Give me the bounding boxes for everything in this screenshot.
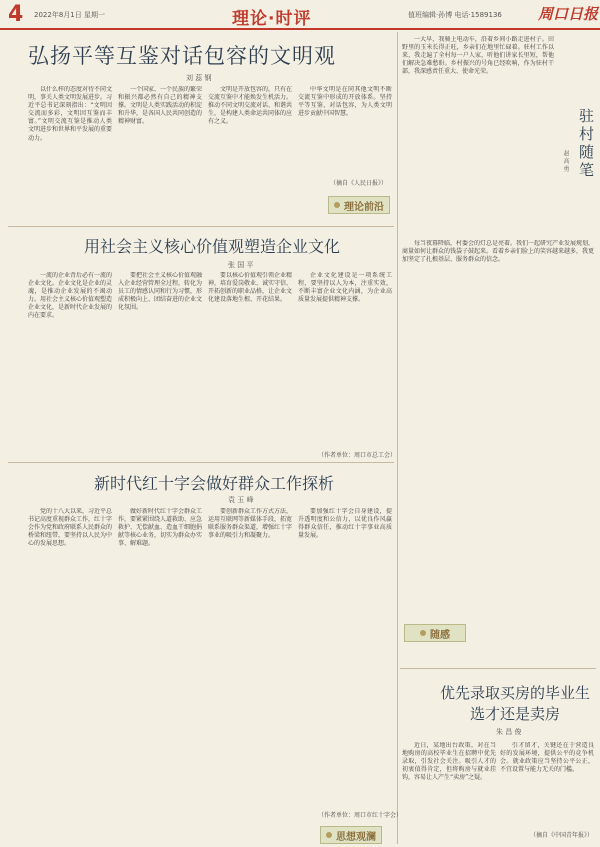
- divider: [400, 668, 596, 669]
- article1-source: （摘自《人民日报》）: [330, 180, 388, 187]
- article3-source: （作者单位：周口市红十字会）: [318, 812, 403, 819]
- sidebar1-author: 赵 高 勇: [562, 150, 569, 172]
- masthead: [0, 0, 600, 30]
- article3-col2: 做好新时代红十字会群众工作，要紧紧围绕人道救助、应急救护、无偿献血、造血干细胞捐献等核心业务，切实为群众办实事、解难题。: [118, 508, 202, 548]
- article1-col3: 文明是开放包容的，只有在交流互鉴中才能焕发生机活力。推动不同文明交流对话、和谐共生，是构建人类命运共同体的应有之义。: [208, 86, 292, 126]
- badge-essay: 随感: [404, 624, 466, 642]
- badge-thought-column: 思想观澜: [320, 826, 382, 844]
- article3-col3: 要创新群众工作方式方法，运用互联网等新媒体手段，拓宽联系服务群众渠道，增强红十字事业的吸引力和凝聚力。: [208, 508, 292, 540]
- article2-headline: 用社会主义核心价值观塑造企业文化: [84, 237, 341, 256]
- divider: [8, 462, 394, 463]
- article2-col4: 企业文化建设是一项系统工程，要坚持以人为本，注重实效，不断丰富企业文化内涵，为企业高质量发展提供精神支撑。: [298, 272, 392, 304]
- article2-col1: 一流的企业背后必有一流的企业文化。企业文化是企业的灵魂，是推动企业发展的不竭动力。用社会主义核心价值观塑造企业文化，是新时代企业发展的内在要求。: [28, 272, 112, 320]
- sidebar2-col1: 近日，某地出台政策，对在当地购房的高校毕业生在招聘中优先录取，引发社会关注。吸引人才的初衷值得肯定，但将购房与就业挂钩，容易让人产生“卖房”之疑。: [402, 742, 496, 782]
- article1-headline: 弘扬平等互鉴对话包容的文明观: [28, 44, 336, 68]
- sidebar1-body-top: 一大早，我骑上电动车，沿着乡间小路走进村子。田野里的玉米长得正旺，乡亲们在地里忙碌着。驻村工作以来，我走遍了全村每一户人家，听他们讲家长里短，帮他们解决急难愁盼。乡村振兴的号角已经吹响，作为驻村干部，我深感责任重大、使命光荣。: [402, 36, 554, 76]
- page-number: 4: [8, 2, 24, 27]
- sidebar2-byline: 朱 昌 俊: [496, 728, 522, 736]
- divider: [8, 226, 394, 227]
- column-divider: [397, 32, 398, 844]
- sidebar2-headline: 优先录取买房的毕业生选才还是卖房: [440, 684, 591, 723]
- article1-byline: 刘 蕊 钢: [186, 74, 212, 82]
- article2-col2: 要把社会主义核心价值观融入企业经营管理全过程，转化为员工的情感认同和行为习惯，形成积极向上、团结奋进的企业文化氛围。: [118, 272, 202, 312]
- editor-line: 值班编辑·孙博 电话·1589136: [408, 11, 502, 19]
- article3-col1: 党的十八大以来，习近平总书记高度重视群众工作，红十字会作为党和政府联系人民群众的桥梁和纽带，要坚持以人民为中心的发展思想。: [28, 508, 112, 548]
- article2-source: （作者单位：周口市总工会）: [318, 452, 397, 459]
- article2-byline: 张 国 平: [228, 261, 254, 269]
- sidebar2-source: （摘自《中国青年报》）: [530, 832, 594, 839]
- paper-logo: 周口日报: [538, 5, 599, 23]
- article1-col2: 一个国家、一个民族的繁荣和振兴都必然有自己的精神支撑。文明是人类实践活动的积淀和升华，是各国人民共同创造的精神财富。: [118, 86, 202, 126]
- article2-col3: 要以核心价值观引领企业精神，培育爱岗敬业、诚实守信、开拓创新的职业品格，让企业文化建设落地生根、开花结果。: [208, 272, 292, 304]
- article1-col4: 中华文明是在同其他文明不断交流互鉴中形成的开放体系。坚持平等互鉴、对话包容，为人类文明进步贡献中国智慧。: [298, 86, 392, 118]
- section-title: 理论·时评: [232, 9, 312, 29]
- sidebar1-body: 每当夜幕降临，村委会的灯总是亮着。我们一起研究产业发展规划，商量如何让群众的钱袋子鼓起来。看着乡亲们脸上的笑容越来越多，我更加坚定了扎根基层、服务群众的信念。: [402, 240, 594, 264]
- article3-col4: 要加强红十字会自身建设，提升透明度和公信力，以优良作风赢得群众信任，推动红十字事业高质量发展。: [298, 508, 392, 540]
- article3-byline: 袁 玉 峰: [228, 496, 254, 504]
- article3-headline: 新时代红十字会做好群众工作探析: [94, 474, 335, 493]
- date-line: 2022年8月1日 星期一: [34, 11, 105, 19]
- article1-col1: 以什么样的态度对待不同文明，事关人类文明发展进步。习近平总书记深刻指出：“文明因交流而多彩，文明因互鉴而丰富。”文明交流互鉴是推动人类文明进步和世界和平发展的重要动力。: [28, 86, 112, 142]
- sidebar2-col2: 引才留才，关键还在于营造良好的发展环境，提供公平的竞争机会。就业政策应当坚持公平公正，不宜设置与能力无关的门槛。: [500, 742, 594, 774]
- sidebar1-title: 驻村随笔: [577, 108, 595, 180]
- badge-theory-frontier: 理论前沿: [328, 196, 390, 214]
